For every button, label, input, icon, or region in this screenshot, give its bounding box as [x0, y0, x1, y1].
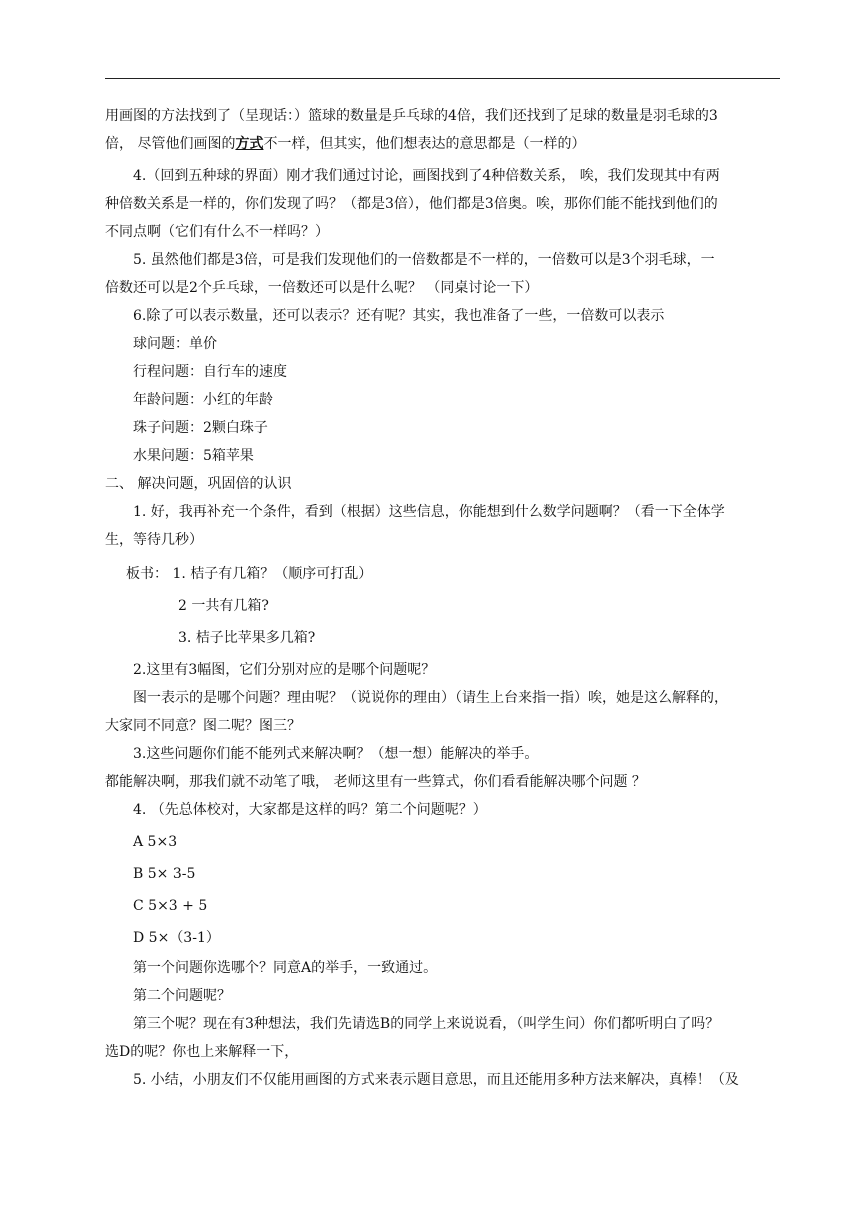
paragraph-line: 1. 好，我再补充一个条件，看到（根据）这些信息，你能想到什么数学问题啊？（看一下全体学 [133, 504, 725, 520]
formula-option: D 5×（3-1） [133, 930, 220, 946]
emphasized-text: 方式 [235, 136, 264, 152]
board-notes: 板书： 1. 桔子有几箱？（顺序可打乱） [126, 566, 373, 582]
paragraph-line: 6.除了可以表示数量，还可以表示？还有呢？其实，我也准备了一些，一倍数可以表示 [133, 308, 665, 324]
paragraph-line: 2.这里有3幅图，它们分别对应的是哪个问题呢？ [133, 662, 436, 678]
paragraph-line: 选D的呢？你也上来解释一下， [105, 1044, 299, 1060]
list-item: 年龄问题：小红的年龄 [133, 392, 273, 408]
formula-option: A 5×3 [133, 834, 178, 850]
formula-option: C 5×3 + 5 [133, 898, 208, 914]
paragraph-line: 第二个问题呢？ [133, 988, 231, 1004]
formula-option: B 5× 3-5 [133, 866, 196, 882]
paragraph-line: 都能解决啊，那我们就不动笔了哦， 老师这里有一些算式，你们看看能解决哪个问题 ？ [105, 774, 646, 790]
paragraph-line: 4. （先总体校对，大家都是这样的吗？第二个问题呢？） [133, 802, 487, 818]
header-rule [105, 78, 780, 79]
section-heading: 二、 解决问题，巩固倍的认识 [105, 476, 292, 492]
paragraph-line: 不同点啊（它们有什么不一样吗？） [105, 224, 329, 240]
list-item: 珠子问题：2颗白珠子 [133, 420, 268, 436]
paragraph-line: 4.（回到五种球的界面）刚才我们通过讨论，画图找到了4种倍数关系， 唉，我们发现其中有两 [133, 168, 720, 184]
paragraph-line: 5. 小结，小朋友们不仅能用画图的方式来表示题目意思，而且还能用多种方法来解决，真棒！（及 [133, 1072, 739, 1088]
paragraph-line: 第一个问题你选哪个？同意A的举手，一致通过。 [133, 960, 438, 976]
paragraph-line: 第三个呢？现在有3种想法，我们先请选B的同学上来说说看，（叫学生问）你们都听明白了吗？ [133, 1016, 720, 1032]
list-item: 球问题：单价 [133, 336, 217, 352]
board-note-item: 3. 桔子比苹果多几箱? [178, 630, 316, 646]
list-item: 行程问题：自行车的速度 [133, 364, 287, 380]
paragraph-line: 倍数还可以是2个乒乓球，一倍数还可以是什么呢？ （同桌讨论一下） [105, 280, 539, 296]
paragraph-line: 生，等待几秒） [105, 532, 203, 548]
paragraph-line [105, 130, 585, 158]
paragraph-line: 图一表示的是哪个问题？理由呢？（说说你的理由）（请生上台来指一指）唉，她是这么解释的， [133, 690, 728, 706]
board-note-item: 2 一共有几箱? [178, 598, 269, 614]
list-item: 水果问题：5箱苹果 [133, 448, 254, 464]
paragraph-line: 3.这些问题你们能不能列式来解决啊？（想一想）能解决的举手。 [133, 746, 539, 762]
paragraph-line: 5. 虽然他们都是3倍，可是我们发现他们的一倍数都是不一样的，一倍数可以是3个羽毛球，一 [133, 252, 715, 268]
paragraph-line: 用画图的方法找到了（呈现话：）篮球的数量是乒乓球的4倍，我们还找到了足球的数量是羽毛球的3 [105, 108, 718, 124]
paragraph-line: 大家同不同意？图二呢？图三？ [105, 718, 301, 734]
text-run: 不一样，但其实，他们想表达的意思都是（一样的） [263, 136, 586, 152]
paragraph-line: 种倍数关系是一样的，你们发现了吗？（都是3倍），他们都是3倍奥。唉，那你们能不能找到他们的 [105, 196, 718, 212]
text-run: 倍， 尽管他们画图的 [105, 136, 236, 152]
